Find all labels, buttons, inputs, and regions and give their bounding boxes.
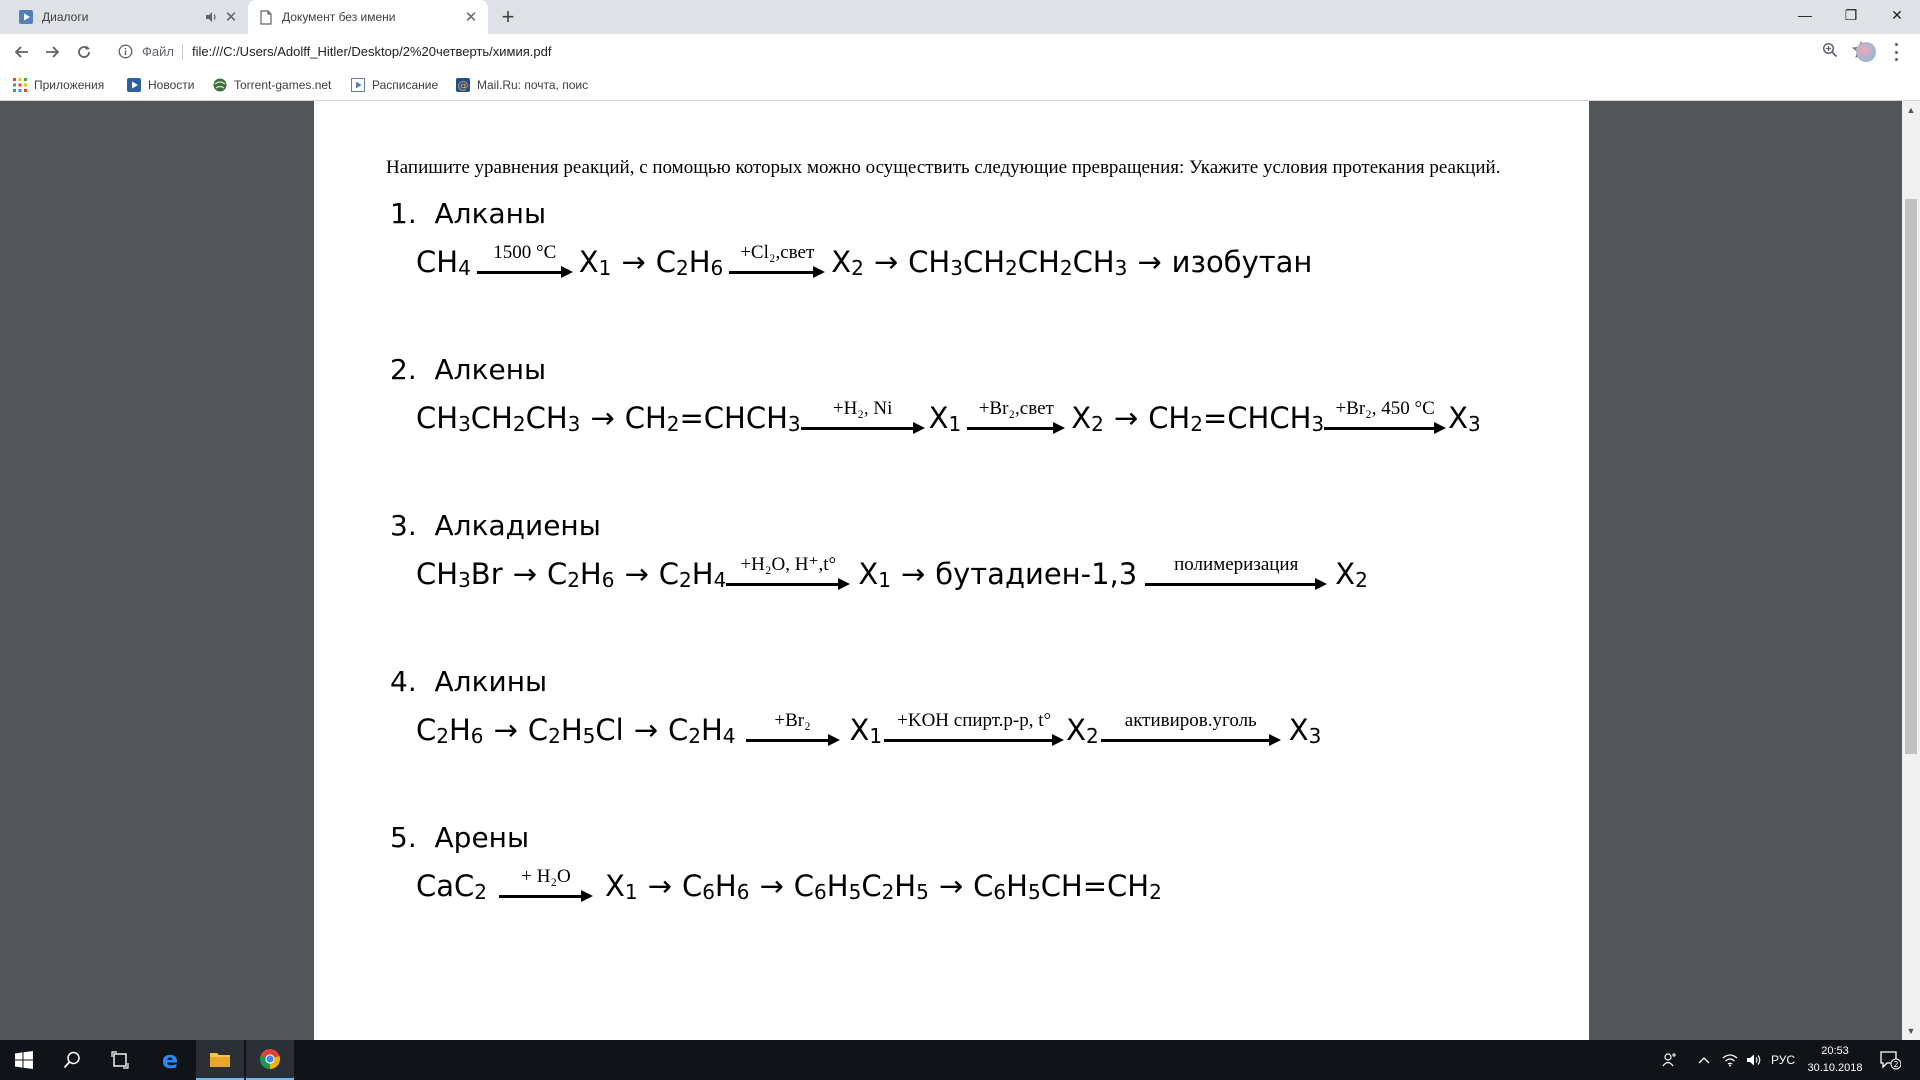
condition-label: +Cl₂,свет — [740, 242, 815, 263]
file-explorer-icon[interactable] — [196, 1040, 244, 1080]
url-text[interactable]: file:///C:/Users/Adolff_Hitler/Desktop/2%20четверть/химия.pdf — [192, 44, 552, 59]
condition-label: активиров.уголь — [1124, 710, 1257, 731]
reaction-arrow — [1324, 421, 1446, 435]
reload-icon[interactable] — [72, 40, 96, 64]
document-icon — [258, 9, 274, 25]
pdf-page — [314, 101, 1589, 1040]
condition-label: +H₂O, H⁺,t° — [740, 554, 837, 575]
volume-icon[interactable] — [1742, 1040, 1766, 1080]
notifications-icon[interactable] — [1876, 1040, 1904, 1080]
equation-arenes: CaC$_2$ + H₂O $X_1$ → $C_6H_6$ → $C_6H_5C_2H_5$ → $C_6H_5CH=CH_2$ — [416, 866, 1162, 904]
section-title-arenes: 5. Арены — [390, 821, 530, 854]
people-icon[interactable] — [1656, 1040, 1684, 1080]
zoom-icon[interactable] — [1822, 42, 1838, 63]
divider — [182, 44, 183, 60]
profile-avatar[interactable] — [1856, 42, 1876, 62]
condition-label: +KOH спирт.р-р, t° — [897, 710, 1052, 731]
condition-label: +H₂, Ni — [832, 398, 893, 419]
chrome-icon[interactable] — [246, 1040, 294, 1080]
bookmarks-bar — [0, 70, 1920, 101]
equation-alkanes: $CH_4$ 1500 °C $X_1$ → $C_2H_6$ +Cl₂,свет $X_2$ → $CH_3CH_2CH_2CH_3$ → изобутан — [416, 242, 1313, 280]
compound-name: бутадиен-1,3 — [935, 557, 1138, 591]
section-title-alkenes: 2. Алкены — [390, 353, 547, 386]
task-view-icon[interactable] — [96, 1040, 144, 1080]
start-windows-icon[interactable] — [0, 1040, 48, 1080]
notifications-count: 2 — [1893, 1060, 1899, 1069]
bookmark-schedule[interactable] — [350, 77, 438, 93]
reaction-arrow — [477, 265, 573, 279]
play-square-icon — [350, 77, 366, 93]
bookmark-torrent-games[interactable] — [212, 77, 331, 93]
at-sign-icon — [455, 77, 471, 93]
close-tab-icon[interactable]: ✕ — [224, 9, 238, 26]
condition-label: +Br₂, 450 °C — [1335, 398, 1435, 419]
forward-icon[interactable] — [40, 40, 64, 64]
scroll-down-arrow-icon[interactable]: ▼ — [1906, 1026, 1916, 1036]
reaction-arrow — [499, 889, 593, 903]
menu-icon[interactable] — [1890, 43, 1902, 61]
close-tab-icon[interactable]: ✕ — [464, 9, 478, 26]
address-bar[interactable] — [110, 38, 1860, 66]
condition-label: + H₂O — [521, 866, 571, 887]
tab-document[interactable] — [248, 0, 488, 34]
apps-grid-icon — [12, 77, 28, 93]
clock-date: 30.10.2018 — [1807, 1062, 1863, 1074]
bookmark-label: Приложения — [34, 78, 105, 92]
pdf-viewer[interactable] — [0, 101, 1902, 1040]
condition-label: +Br₂,свет — [978, 398, 1054, 419]
minimize-icon[interactable]: — — [1798, 7, 1812, 23]
search-icon[interactable] — [48, 1040, 96, 1080]
svg-text:@: @ — [457, 79, 469, 92]
edge-browser-icon[interactable] — [146, 1040, 194, 1080]
globe-icon — [212, 77, 228, 93]
scroll-up-arrow-icon[interactable]: ▲ — [1906, 105, 1916, 115]
vertical-scrollbar[interactable] — [1902, 101, 1920, 1040]
equation-alkenes: $CH_3CH_2CH_3$ → $CH_2=CHCH_3$ +H₂, Ni $X_1$ +Br₂,свет $X_2$ → $CH_2=CHCH_3$ +Br₂, 450 °C $X_3$ — [416, 398, 1481, 436]
clock-time: 20:53 — [1821, 1045, 1849, 1057]
reaction-arrow — [746, 733, 840, 747]
browser-toolbar — [0, 34, 1920, 70]
reaction-arrow — [967, 421, 1065, 435]
reaction-arrow — [729, 265, 825, 279]
scrollbar-thumb[interactable] — [1905, 199, 1917, 754]
condition-label: 1500 °C — [493, 242, 557, 263]
reaction-arrow — [884, 733, 1064, 747]
equation-alkynes: $C_2H_6$ → $C_2H_5Cl$ → $C_2H_4$ +Br₂ $X_1$ +KOH спирт.р-р, t° $X_2$ активиров.уголь $X_3$ — [416, 710, 1322, 748]
bookmark-news[interactable] — [126, 77, 194, 93]
window-controls — [1782, 0, 1920, 30]
input-language-indicator[interactable]: РУС — [1770, 1053, 1796, 1067]
tab-title: Диалоги — [42, 10, 89, 24]
reaction-arrow — [726, 577, 850, 591]
tab-dialogs[interactable] — [8, 0, 248, 34]
video-play-icon — [126, 77, 142, 93]
reaction-arrow — [801, 421, 925, 435]
section-title-alkadienes: 3. Алкадиены — [390, 509, 601, 542]
bookmark-label: Torrent-games.net — [234, 78, 332, 92]
bookmark-mailru[interactable] — [455, 77, 588, 93]
chevron-up-icon[interactable] — [1692, 1040, 1716, 1080]
bookmark-apps[interactable] — [12, 77, 104, 93]
windows-taskbar — [0, 1040, 1920, 1080]
compound-name: изобутан — [1171, 245, 1313, 279]
info-icon[interactable] — [118, 44, 133, 64]
restore-icon[interactable]: ❐ — [1844, 6, 1858, 23]
close-window-icon[interactable]: ✕ — [1891, 6, 1903, 23]
video-play-icon — [18, 9, 34, 25]
section-title-alkanes: 1. Алканы — [390, 197, 547, 230]
svg-text:e: e — [161, 1048, 179, 1072]
condition-label: +Br₂ — [774, 710, 811, 731]
reaction-arrow — [1145, 577, 1327, 591]
task-instruction: Напишите уравнения реакций, с помощью которых можно осуществить следующие превращения: Укажите условия протекания реакций. — [386, 157, 1501, 178]
equation-alkadienes: $CH_3Br$ → $C_2H_6$ → $C_2H_4$ +H₂O, H⁺,t° $X_1$ → бутадиен-1,3 полимеризация $X_2$ — [416, 554, 1368, 592]
reaction-arrow — [1101, 733, 1281, 747]
bookmark-label: Расписание — [372, 78, 439, 92]
url-scheme-label: Файл — [142, 44, 174, 59]
tab-title: Документ без имени — [282, 10, 396, 24]
bookmark-label: Новости — [148, 78, 195, 92]
tab-strip — [0, 0, 1920, 34]
wifi-icon[interactable] — [1718, 1040, 1742, 1080]
section-title-alkynes: 4. Алкины — [390, 665, 548, 698]
system-clock[interactable] — [1800, 1043, 1870, 1077]
condition-label: полимеризация — [1174, 554, 1299, 575]
new-tab-button[interactable]: + — [501, 4, 515, 29]
back-icon[interactable] — [10, 40, 34, 64]
bookmark-label: Mail.Ru: почта, поис — [477, 78, 589, 92]
speaker-icon[interactable] — [204, 10, 218, 24]
